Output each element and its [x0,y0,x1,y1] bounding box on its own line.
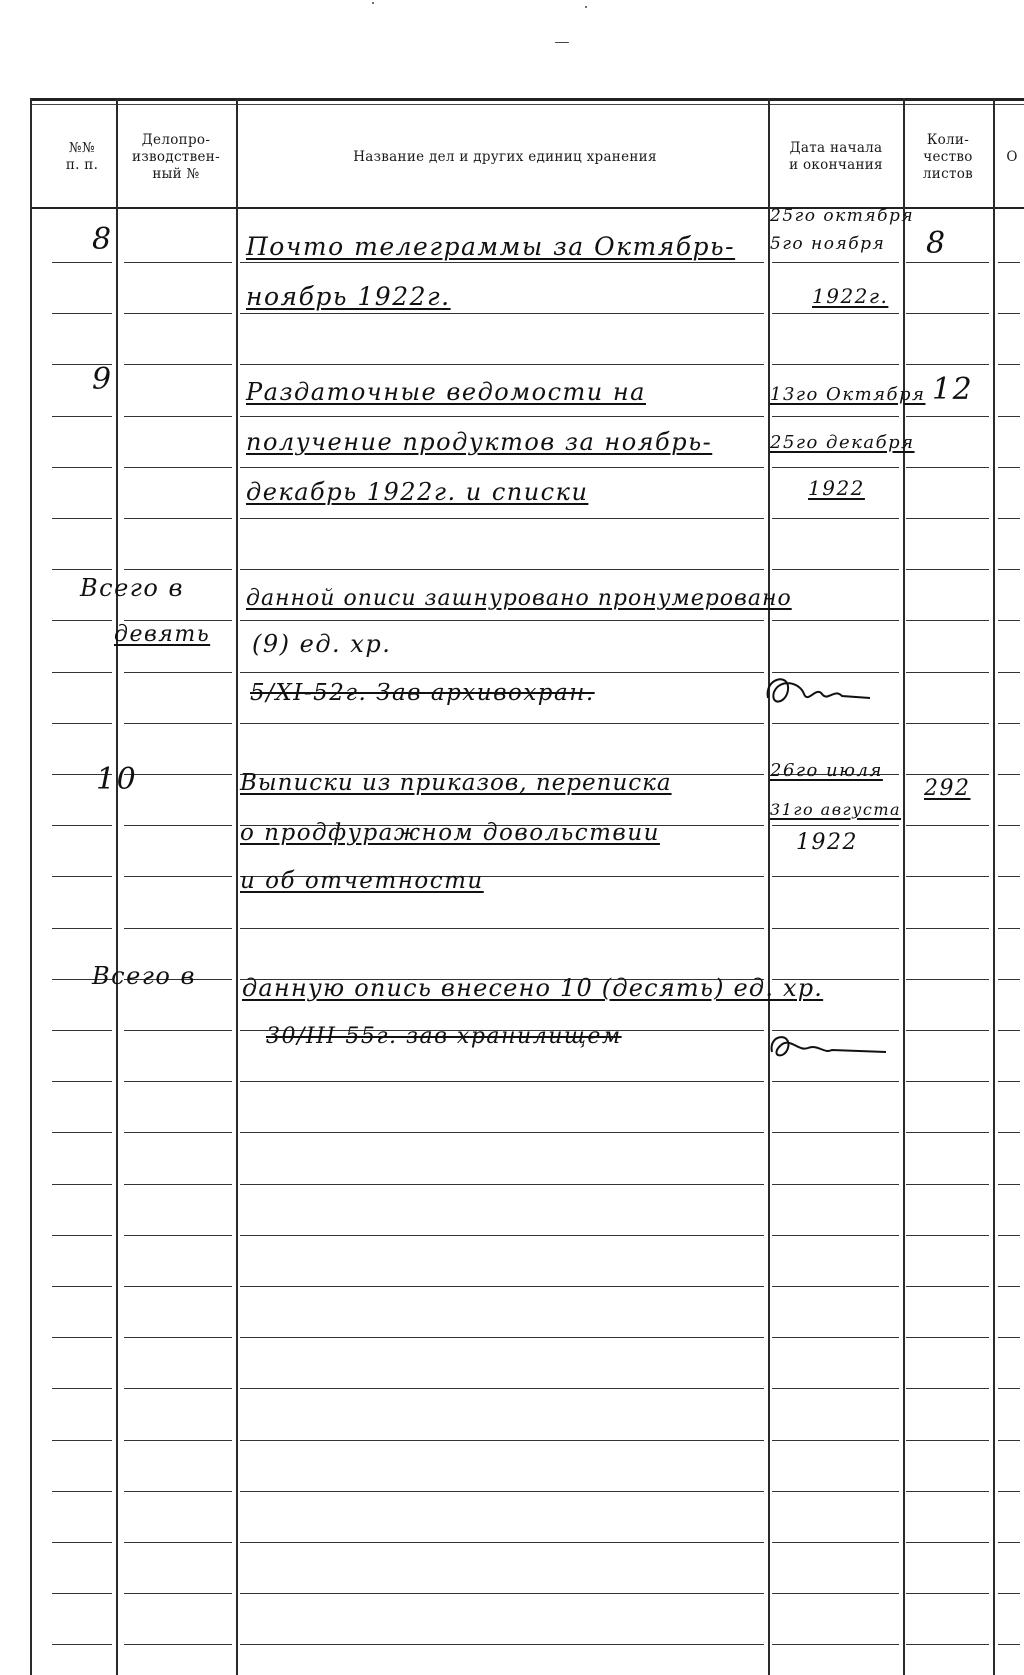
ruled-line [998,313,1020,314]
ruled-line [240,1184,764,1185]
header-top-rule [30,98,1024,101]
ruled-line [906,1184,989,1185]
ruled-line [906,1440,989,1441]
ruled-line [240,1491,764,1492]
note-1-signature [760,668,880,716]
ruled-line [124,1644,232,1645]
column-rule-left [30,98,32,1675]
ruled-line [240,569,764,570]
note-2-line-1: данную опись внесено 10 (десять) ед. хр. [242,974,824,1002]
ruled-line [124,723,232,724]
ruled-line [124,825,232,826]
column-rule-5 [993,98,995,1675]
ruled-line [240,1388,764,1389]
ruled-line [52,518,112,519]
ruled-line [124,569,232,570]
ruled-line [124,416,232,417]
ruled-line [240,1440,764,1441]
ruled-line [124,774,232,775]
ruled-line [52,1337,112,1338]
ruled-line [998,364,1020,365]
entry-9-date-start: 13го Октября [770,384,926,405]
ruled-line [52,1644,112,1645]
ruled-line [52,1491,112,1492]
ruled-line [240,928,764,929]
ruled-line [906,774,989,775]
ruled-line [906,1081,989,1082]
ruled-line [124,1235,232,1236]
ruled-line [52,1593,112,1594]
ruled-line [772,1081,899,1082]
ruled-line [124,1184,232,1185]
ruled-line [240,1286,764,1287]
paper-speck [372,2,374,4]
ruled-line [52,1030,112,1031]
entry-8-sheets: 8 [926,226,947,261]
ruled-line [124,1337,232,1338]
ruled-line [124,1542,232,1543]
ruled-line [52,467,112,468]
entry-10-date-year: 1922 [796,830,858,855]
ruled-line [124,1593,232,1594]
ruled-line [998,1337,1020,1338]
ruled-line [906,262,989,263]
column-rule-3 [768,98,770,1675]
note-2-signature [762,1026,892,1070]
ruled-line [240,1337,764,1338]
ruled-line [52,1286,112,1287]
ruled-line [772,1337,899,1338]
ruled-line [124,262,232,263]
ruled-line [240,416,764,417]
ruled-line [772,1593,899,1594]
ruled-line [906,467,989,468]
header-col-dates: Дата начала и окончания [789,140,883,173]
ruled-line [906,1132,989,1133]
ruled-line [998,1235,1020,1236]
paper-speck [585,6,587,8]
ruled-line [124,672,232,673]
ruled-line [240,1644,764,1645]
ruled-line [52,928,112,929]
ruled-line [52,313,112,314]
ruled-line [52,1132,112,1133]
ruled-line [772,1235,899,1236]
ruled-line [772,364,899,365]
ruled-line [998,1644,1020,1645]
paper-speck [555,42,569,43]
ruled-line [772,518,899,519]
entry-8-number: 8 [92,222,113,257]
column-rule-4 [903,98,905,1675]
ruled-line [906,979,989,980]
ruled-line [998,262,1020,263]
entry-10-sheets: 292 [924,776,971,801]
ruled-line [998,979,1020,980]
ruled-line [240,672,764,673]
ruled-line [998,1593,1020,1594]
ruled-line [998,1542,1020,1543]
ruled-line [124,1030,232,1031]
entry-9-title-line-1: Раздаточные ведомости на [246,378,646,406]
entry-9-title-line-3: декабрь 1922г. и списки [246,478,589,506]
ruled-line [240,1542,764,1543]
ruled-line [52,1184,112,1185]
ruled-line [124,1440,232,1441]
ruled-line [998,1286,1020,1287]
ruled-line [772,876,899,877]
ruled-line [124,1491,232,1492]
ruled-line [906,313,989,314]
ruled-line [998,1030,1020,1031]
ruled-line [772,313,899,314]
ruled-line [906,1491,989,1492]
entry-9-date-end: 25го декабря [770,432,915,453]
ruled-line [124,1132,232,1133]
ruled-line [998,928,1020,929]
ruled-line [52,416,112,417]
ruled-line [998,569,1020,570]
entry-10-date-end: 31го августа [770,800,902,819]
ruled-line [906,569,989,570]
ruled-line [124,518,232,519]
ruled-line [52,825,112,826]
ruled-line [52,876,112,877]
entry-8-date-start: 25го октября [770,206,915,226]
note-1-left-line-2: девять [114,622,211,647]
ruled-line [906,1388,989,1389]
ruled-line [998,1132,1020,1133]
ruled-line [772,1491,899,1492]
ruled-line [240,1132,764,1133]
entry-8-date-year: 1922г. [812,284,889,308]
header-col-sheets: Коли- чество листов [922,131,974,182]
ruled-line [52,723,112,724]
ruled-line [52,672,112,673]
ruled-line [240,364,764,365]
ruled-line [124,1388,232,1389]
entry-10-title-line-1: Выписки из приказов, переписка [240,770,672,796]
header-col-title: Название дел и других единиц хранения [353,148,657,165]
entry-8-title-line-1: Почто телеграммы за Октябрь- [246,232,736,261]
header-top-rule-thin [30,104,1024,105]
note-2-left: Всего в [92,962,196,990]
ruled-line [998,518,1020,519]
ruled-line [240,467,764,468]
entry-8-title-line-2: ноябрь 1922г. [246,282,451,311]
note-1-line-1: данной описи зашнуровано пронумеровано [246,586,792,611]
ruled-line [240,1235,764,1236]
ruled-line [906,876,989,877]
ruled-line [906,1337,989,1338]
ruled-line [772,569,899,570]
entry-9-sheets: 12 [932,372,974,407]
ruled-line [906,723,989,724]
ruled-line [906,416,989,417]
entry-10-title-line-2: о продфуражном довольствии [240,820,660,846]
ruled-line [124,1081,232,1082]
ruled-line [906,364,989,365]
header-col-office-number: Делопро- изводствен- ный № [132,131,220,182]
note-1-left-line-1: Всего в [80,574,184,602]
ruled-line [906,825,989,826]
entry-10-title-line-3: и об отчетности [240,868,484,894]
ruled-line [772,1388,899,1389]
ruled-line [772,1286,899,1287]
ruled-line [772,1542,899,1543]
column-rule-2 [236,98,238,1675]
ruled-line [52,620,112,621]
ruled-line [240,620,764,621]
ruled-line [998,723,1020,724]
ruled-line [240,313,764,314]
ruled-line [772,1132,899,1133]
ruled-line [240,1081,764,1082]
ruled-line [906,1235,989,1236]
ruled-line [240,1593,764,1594]
ruled-line [52,1235,112,1236]
ruled-line [998,825,1020,826]
ruled-line [998,1388,1020,1389]
ruled-line [240,262,764,263]
column-rule-1 [116,98,118,1675]
ruled-line [240,723,764,724]
ruled-line [772,1184,899,1185]
ruled-line [124,467,232,468]
ruled-line [998,774,1020,775]
ruled-line [772,416,899,417]
ruled-line [52,569,112,570]
ruled-line [906,1286,989,1287]
entry-10-date-start: 26го июля [770,760,883,781]
ruled-line [772,825,899,826]
ruled-line [52,1440,112,1441]
ruled-line [124,876,232,877]
ruled-line [52,1081,112,1082]
ruled-line [772,262,899,263]
ruled-line [240,518,764,519]
entry-9-number: 9 [92,362,113,397]
entry-10-number: 10 [96,762,138,797]
ruled-line [998,672,1020,673]
entry-9-date-year: 1922 [808,476,865,500]
ruled-line [998,1081,1020,1082]
ruled-line [772,928,899,929]
ruled-line [998,1491,1020,1492]
entry-9-title-line-2: получение продуктов за ноябрь- [246,428,713,456]
ruled-line [772,467,899,468]
ruled-line [998,1440,1020,1441]
ruled-line [906,620,989,621]
ruled-line [52,1388,112,1389]
ruled-line [906,1644,989,1645]
ruled-line [998,416,1020,417]
ruled-line [772,1644,899,1645]
ruled-line [772,1440,899,1441]
ruled-line [52,1542,112,1543]
ruled-line [124,1286,232,1287]
ruled-line [124,313,232,314]
header-col-number: №№ п. п. [65,140,99,173]
ruled-line [124,928,232,929]
ruled-line [906,518,989,519]
ruled-line [124,364,232,365]
ruled-line [906,1542,989,1543]
header-col-notes: О [1006,148,1018,165]
ruled-line [906,1030,989,1031]
note-1-line-2: (9) ед. хр. [252,630,392,658]
ruled-line [998,620,1020,621]
ruled-line [772,620,899,621]
ruled-line [906,672,989,673]
ruled-line [772,723,899,724]
ruled-line [906,1593,989,1594]
ruled-line [52,262,112,263]
entry-8-date-end: 5го ноября [770,234,886,254]
ruled-line [906,928,989,929]
note-2-line-2: 30/III-55г. зав хранилищем [266,1024,622,1049]
ruled-line [998,1184,1020,1185]
note-1-line-3: 5/XI-52г. Зав архивохран. [250,680,595,706]
ruled-line [998,876,1020,877]
ruled-line [998,467,1020,468]
